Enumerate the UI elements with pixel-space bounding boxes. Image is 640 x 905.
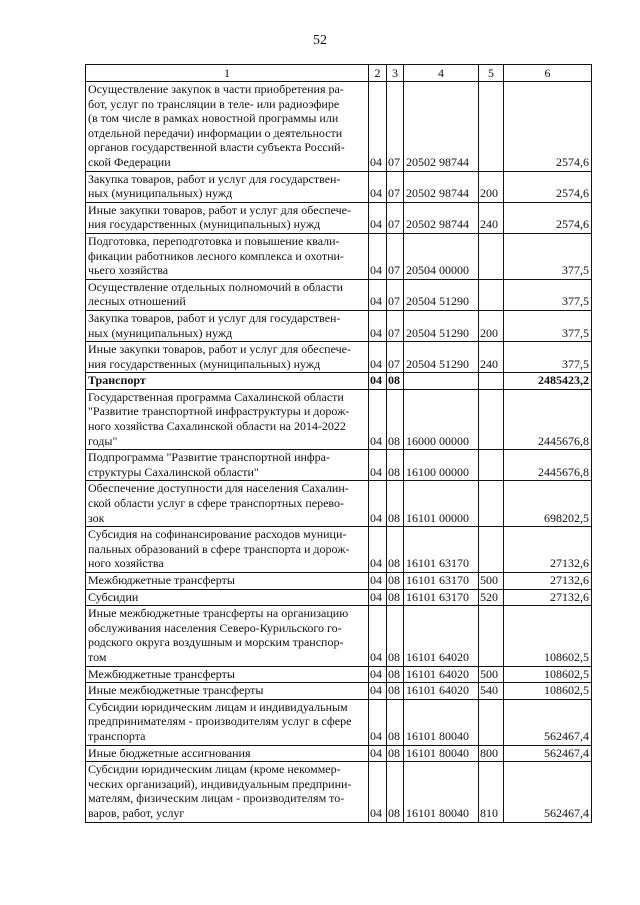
row-amount: 27132,6 (504, 573, 592, 590)
row-target-article: 16101 64020 (404, 606, 479, 666)
row-target-article: 16101 80040 (404, 745, 479, 762)
row-section: 04 (369, 666, 387, 683)
row-amount: 2445676,8 (504, 450, 592, 481)
row-section: 04 (369, 762, 387, 822)
table-row (86, 573, 592, 590)
row-amount: 2574,6 (504, 171, 592, 202)
row-expense-type: 200 (479, 171, 504, 202)
row-amount: 2574,6 (504, 82, 592, 172)
row-amount: 377,5 (504, 233, 592, 279)
table-row (86, 233, 592, 279)
row-amount: 2445676,8 (504, 389, 592, 449)
table-row (86, 389, 592, 449)
row-name: Иные межбюджетные трансферты (86, 683, 369, 700)
row-section: 04 (369, 233, 387, 279)
row-amount: 27132,6 (504, 527, 592, 573)
row-section: 04 (369, 573, 387, 590)
row-amount: 108602,5 (504, 683, 592, 700)
row-subsection: 07 (387, 82, 404, 172)
row-amount: 562467,4 (504, 745, 592, 762)
row-expense-type: 500 (479, 573, 504, 590)
row-target-article (404, 373, 479, 390)
col-header-amount: 6 (504, 65, 592, 82)
row-target-article: 16101 63170 (404, 589, 479, 606)
row-amount: 562467,4 (504, 762, 592, 822)
table-row (86, 373, 592, 390)
table-row (86, 589, 592, 606)
col-header-section: 2 (369, 65, 387, 82)
row-name: Подпрограмма "Развитие транспортной инфра- структуры Сахалинской области" (86, 450, 369, 481)
table-row (86, 342, 592, 373)
row-name: Субсидии юридическим лицам и индивидуальным предпринимателям - производителям услуг в сфере транспорта (86, 699, 369, 745)
row-target-article: 20502 98744 (404, 202, 479, 233)
row-target-article: 20502 98744 (404, 171, 479, 202)
table-row (86, 202, 592, 233)
row-target-article: 20504 51290 (404, 310, 479, 341)
row-expense-type: 540 (479, 683, 504, 700)
table-row (86, 481, 592, 527)
row-name: Иные бюджетные ассигнования (86, 745, 369, 762)
row-amount: 108602,5 (504, 666, 592, 683)
row-name: Осуществление закупок в части приобретения ра- бот, услуг по трансляции в теле- или радиоэфире (в том числе в рамках новостной программы или отдельной передачи) информации о деятельности органов государственной власти субъекта Россий- ской Федерации (86, 82, 369, 172)
table-row (86, 683, 592, 700)
row-expense-type (479, 233, 504, 279)
row-target-article: 16101 80040 (404, 699, 479, 745)
row-target-article: 20504 00000 (404, 233, 479, 279)
row-section: 04 (369, 171, 387, 202)
row-section: 04 (369, 202, 387, 233)
row-amount: 377,5 (504, 342, 592, 373)
row-section: 04 (369, 389, 387, 449)
row-name: Иные межбюджетные трансферты на организацию обслуживания населения Северо-Курильского го- родского округа воздушным и морским транспор- том (86, 606, 369, 666)
row-subsection: 08 (387, 699, 404, 745)
row-section: 04 (369, 373, 387, 390)
row-subsection: 07 (387, 310, 404, 341)
col-header-subsection: 3 (387, 65, 404, 82)
row-section: 04 (369, 450, 387, 481)
table-row (86, 666, 592, 683)
row-target-article: 16101 64020 (404, 683, 479, 700)
table-row (86, 310, 592, 341)
table-row (86, 762, 592, 822)
budget-table (85, 64, 592, 823)
header-row (86, 65, 592, 82)
row-expense-type (479, 82, 504, 172)
row-amount: 698202,5 (504, 481, 592, 527)
row-target-article: 20504 51290 (404, 342, 479, 373)
col-header-expense-type: 5 (479, 65, 504, 82)
row-target-article: 16101 80040 (404, 762, 479, 822)
row-target-article: 16101 63170 (404, 527, 479, 573)
row-expense-type: 240 (479, 202, 504, 233)
row-subsection: 07 (387, 279, 404, 310)
row-target-article: 16101 63170 (404, 573, 479, 590)
row-target-article: 16101 00000 (404, 481, 479, 527)
row-section: 04 (369, 82, 387, 172)
row-expense-type: 800 (479, 745, 504, 762)
row-name: Иные закупки товаров, работ и услуг для обеспече- ния государственных (муниципальных) нужд (86, 202, 369, 233)
table-row (86, 527, 592, 573)
row-section: 04 (369, 481, 387, 527)
row-name: Осуществление отдельных полномочий в области лесных отношений (86, 279, 369, 310)
row-subsection: 08 (387, 666, 404, 683)
row-name: Иные закупки товаров, работ и услуг для обеспече- ния государственных (муниципальных) нужд (86, 342, 369, 373)
row-subsection: 07 (387, 171, 404, 202)
row-expense-type (479, 279, 504, 310)
row-subsection: 07 (387, 342, 404, 373)
row-expense-type: 520 (479, 589, 504, 606)
row-expense-type (479, 527, 504, 573)
row-subsection: 08 (387, 527, 404, 573)
table-row (86, 699, 592, 745)
row-expense-type: 200 (479, 310, 504, 341)
row-subsection: 08 (387, 745, 404, 762)
table-row (86, 450, 592, 481)
row-expense-type (479, 450, 504, 481)
col-header-name: 1 (86, 65, 369, 82)
row-amount: 377,5 (504, 279, 592, 310)
row-subsection: 08 (387, 589, 404, 606)
row-section: 04 (369, 342, 387, 373)
row-amount: 377,5 (504, 310, 592, 341)
row-expense-type: 500 (479, 666, 504, 683)
row-expense-type (479, 699, 504, 745)
row-target-article: 16100 00000 (404, 450, 479, 481)
row-target-article: 16000 00000 (404, 389, 479, 449)
row-amount: 2574,6 (504, 202, 592, 233)
row-target-article: 16101 64020 (404, 666, 479, 683)
row-section: 04 (369, 279, 387, 310)
row-expense-type (479, 481, 504, 527)
row-subsection: 07 (387, 233, 404, 279)
row-name: Субсидии (86, 589, 369, 606)
row-subsection: 08 (387, 573, 404, 590)
row-section: 04 (369, 683, 387, 700)
row-name: Субсидии юридическим лицам (кроме некоммер- ческих организаций), индивидуальным предприни- мателям, физическим лицам - производителям то- варов, работ, услуг (86, 762, 369, 822)
col-header-target-article: 4 (404, 65, 479, 82)
row-section: 04 (369, 589, 387, 606)
row-amount: 562467,4 (504, 699, 592, 745)
table-row (86, 745, 592, 762)
row-expense-type (479, 606, 504, 666)
row-subsection: 08 (387, 762, 404, 822)
row-name: Обеспечение доступности для населения Сахалин- ской области услуг в сфере транспортных перево- зок (86, 481, 369, 527)
row-name: Закупка товаров, работ и услуг для государствен- ных (муниципальных) нужд (86, 310, 369, 341)
row-name: Закупка товаров, работ и услуг для государствен- ных (муниципальных) нужд (86, 171, 369, 202)
row-name: Подготовка, переподготовка и повышение квали- фикации работников лесного комплекса и охотни- чьего хозяйства (86, 233, 369, 279)
row-name: Межбюджетные трансферты (86, 666, 369, 683)
row-amount: 27132,6 (504, 589, 592, 606)
row-subsection: 08 (387, 606, 404, 666)
row-section: 04 (369, 527, 387, 573)
table-row (86, 279, 592, 310)
row-expense-type (479, 389, 504, 449)
row-name: Государственная программа Сахалинской области "Развитие транспортной инфраструктуры и дорож- ного хозяйства Сахалинской области на 2014-2022 годы" (86, 389, 369, 449)
row-subsection: 08 (387, 683, 404, 700)
row-subsection: 08 (387, 389, 404, 449)
row-section: 04 (369, 745, 387, 762)
row-name: Межбюджетные трансферты (86, 573, 369, 590)
row-name: Транспорт (86, 373, 369, 390)
row-subsection: 07 (387, 202, 404, 233)
table-body (86, 82, 592, 823)
row-amount: 108602,5 (504, 606, 592, 666)
row-target-article: 20502 98744 (404, 82, 479, 172)
row-section: 04 (369, 606, 387, 666)
row-expense-type (479, 373, 504, 390)
row-subsection: 08 (387, 450, 404, 481)
row-amount: 2485423,2 (504, 373, 592, 390)
row-subsection: 08 (387, 373, 404, 390)
row-section: 04 (369, 699, 387, 745)
table-row (86, 606, 592, 666)
row-expense-type: 810 (479, 762, 504, 822)
row-section: 04 (369, 310, 387, 341)
page-number: 52 (313, 33, 327, 48)
table-row (86, 171, 592, 202)
row-name: Субсидия на софинансирование расходов муници- пальных образований в сфере транспорта и дорож- ного хозяйства (86, 527, 369, 573)
row-expense-type: 240 (479, 342, 504, 373)
row-subsection: 08 (387, 481, 404, 527)
table-row (86, 82, 592, 172)
row-target-article: 20504 51290 (404, 279, 479, 310)
